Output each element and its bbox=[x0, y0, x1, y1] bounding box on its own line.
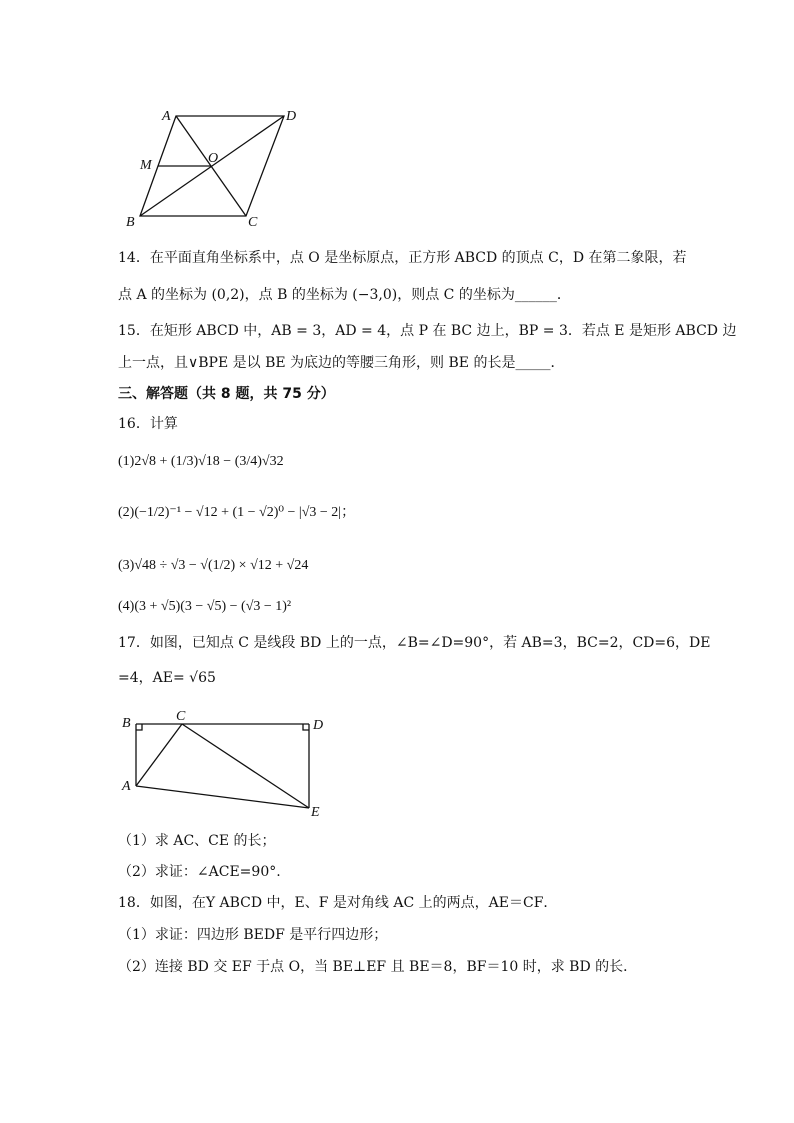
q17-figure bbox=[118, 708, 330, 820]
q16-part3: (3)√48 ÷ √3 − √(1/2) × √12 + √24 bbox=[118, 558, 309, 573]
q15-line2: 上一点，且∨BPE 是以 BE 为底边的等腰三角形，则 BE 的长是_____． bbox=[118, 355, 565, 371]
label-a: A bbox=[122, 779, 131, 794]
section-heading: 三、解答题（共 8 题，共 75 分） bbox=[118, 386, 335, 402]
label-c: C bbox=[248, 215, 258, 230]
q17-sub1: （1）求 AC、CE 的长； bbox=[118, 833, 276, 849]
label-o: O bbox=[208, 151, 219, 166]
label-e: E bbox=[311, 805, 320, 820]
label-d: D bbox=[286, 109, 297, 124]
q17-line1: 17．如图，已知点 C 是线段 BD 上的一点，∠B=∠D=90°，若 AB=3，BC=2，CD=6，DE bbox=[118, 635, 711, 651]
q16-title: 16．计算 bbox=[118, 416, 178, 432]
label-b: B bbox=[126, 215, 135, 230]
label-m: M bbox=[140, 158, 152, 173]
segment-ae bbox=[136, 786, 309, 808]
q17-line2: =4，AE= √65 bbox=[118, 670, 216, 686]
right-angle-mark-d bbox=[303, 724, 309, 730]
q16-part1: (1)2√8 + (1/3)√18 − (3/4)√32 bbox=[118, 454, 284, 469]
label-a: A bbox=[162, 109, 171, 124]
q16-part2: (2)(−1/2)⁻¹ − √12 + (1 − √2)⁰ − |√3 − 2|； bbox=[118, 505, 356, 520]
parallelogram-figure bbox=[120, 102, 320, 232]
q18-sub1: （1）求证：四边形 BEDF 是平行四边形； bbox=[118, 927, 388, 943]
q14-line1: 14．在平面直角坐标系中，点 O 是坐标原点，正方形 ABCD 的顶点 C，D 在第二象限，若 bbox=[118, 250, 687, 266]
q16-part4: (4)(3 + √5)(3 − √5) − (√3 − 1)² bbox=[118, 599, 292, 614]
label-c: C bbox=[176, 709, 186, 724]
segment-ce bbox=[182, 724, 309, 808]
right-angle-mark-b bbox=[136, 724, 142, 730]
q18-line1: 18．如图，在Y ABCD 中，E、F 是对角线 AC 上的两点，AE＝CF． bbox=[118, 895, 558, 911]
label-b: B bbox=[122, 716, 131, 731]
q15-line1: 15．在矩形 ABCD 中，AB = 3，AD = 4，点 P 在 BC 边上，BP = 3．若点 E 是矩形 ABCD 边 bbox=[118, 323, 737, 339]
q17-sub2: （2）求证：∠ACE=90°. bbox=[118, 864, 281, 880]
q14-line2: 点 A 的坐标为 (0,2)，点 B 的坐标为 (−3,0)，则点 C 的坐标为______． bbox=[118, 287, 571, 303]
q18-sub2: （2）连接 BD 交 EF 于点 O，当 BE⊥EF 且 BE＝8，BF＝10 时，求 BD 的长． bbox=[118, 959, 638, 975]
segment-ac bbox=[136, 724, 182, 786]
label-d: D bbox=[313, 718, 324, 733]
